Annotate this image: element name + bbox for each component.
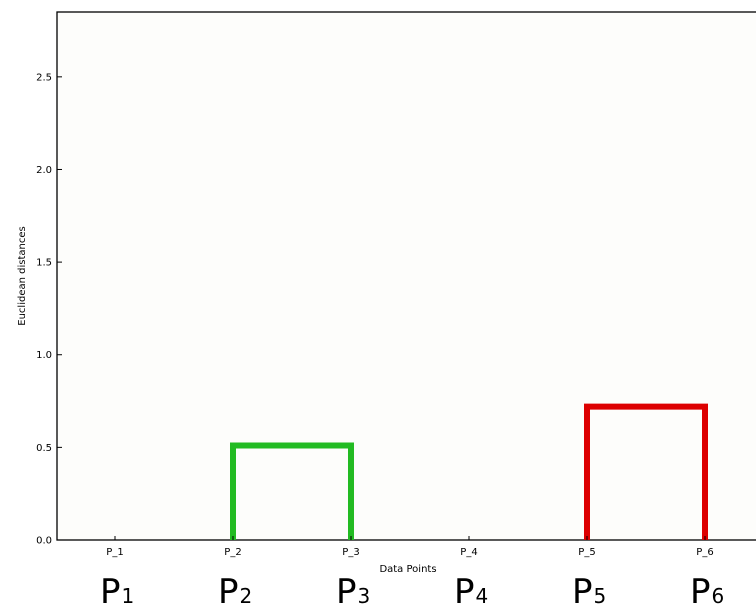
x-tick-label-p-3: P_3: [342, 547, 360, 558]
y-tick-label: 2.5: [36, 72, 52, 84]
y-tick-label: 2.0: [36, 164, 52, 176]
y-tick-label: 1.5: [36, 257, 52, 269]
x-tick-label-p-2: P_2: [224, 547, 242, 558]
annotation-subscript: 2: [239, 584, 253, 608]
annotation-main: P: [454, 572, 475, 612]
annotation-main: P: [336, 572, 357, 612]
annotation-subscript: 3: [357, 584, 371, 608]
annotation-subscript: 4: [475, 584, 489, 608]
y-axis-label: Euclidean distances: [17, 226, 28, 326]
x-axis-label: Data Points: [379, 564, 437, 575]
x-tick-label-p-1: P_1: [106, 547, 124, 558]
x-tick-label-p-5: P_5: [578, 547, 596, 558]
annotation-subscript: 6: [711, 584, 725, 608]
annotation-subscript: 1: [121, 584, 135, 608]
x-tick-label-p-6: P_6: [696, 547, 714, 558]
annotation-main: P: [572, 572, 593, 612]
annotation-main: P: [690, 572, 711, 612]
y-tick-label: 0.5: [36, 442, 52, 454]
y-tick-label: 0.0: [36, 535, 52, 547]
x-tick-label-p-4: P_4: [460, 547, 478, 558]
annotation-subscript: 5: [593, 584, 607, 608]
annotation-main: P: [218, 572, 239, 612]
y-tick-label: 1.0: [36, 350, 52, 362]
annotation-main: P: [100, 572, 121, 612]
plot-area-frame: [57, 12, 756, 540]
